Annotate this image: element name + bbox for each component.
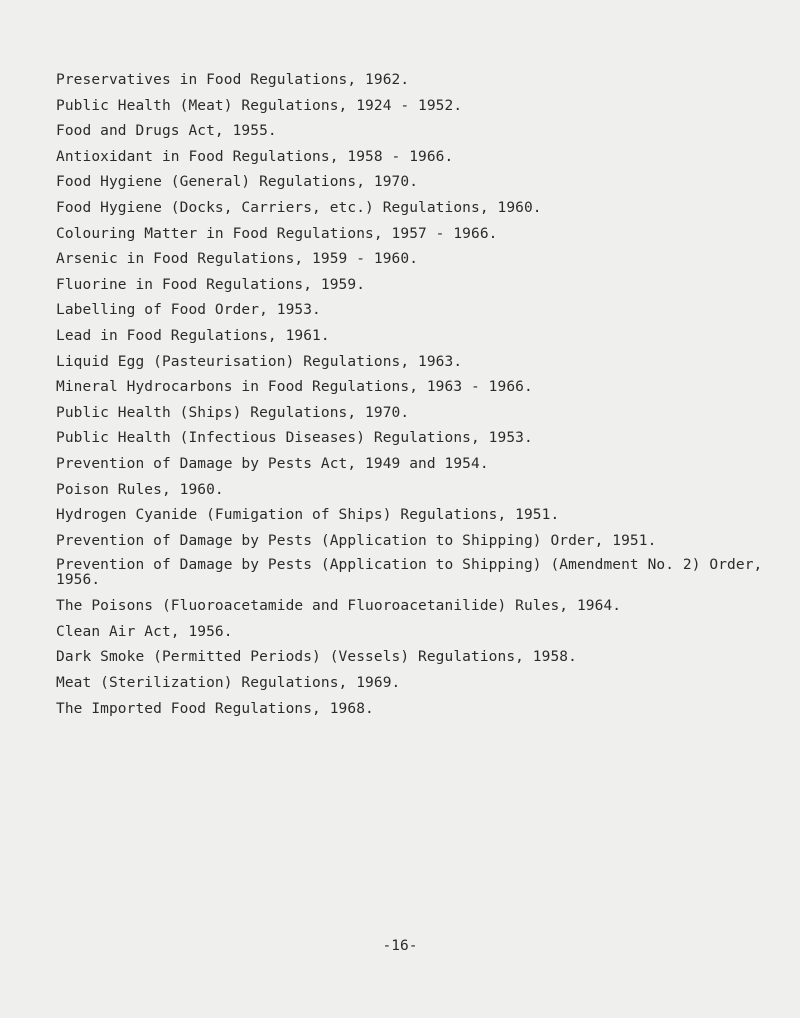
list-item: Liquid Egg (Pasteurisation) Regulations, 1963. bbox=[56, 353, 463, 370]
list-item: Fluorine in Food Regulations, 1959. bbox=[56, 276, 366, 293]
list-item: Hydrogen Cyanide (Fumigation of Ships) Regulations, 1951. bbox=[56, 507, 560, 524]
list-item: Prevention of Damage by Pests (Application to Shipping) (Amendment No. 2) Order, 1956. bbox=[56, 557, 763, 589]
list-item: Dark Smoke (Permitted Periods) (Vessels) Regulations, 1958. bbox=[56, 649, 577, 666]
list-item: Public Health (Infectious Diseases) Regulations, 1953. bbox=[56, 430, 533, 447]
list-item: Antioxidant in Food Regulations, 1958 - 1966. bbox=[56, 148, 454, 165]
page-number: -16- bbox=[382, 938, 418, 954]
list-item: Lead in Food Regulations, 1961. bbox=[56, 327, 330, 344]
list-item: Public Health (Ships) Regulations, 1970. bbox=[56, 404, 410, 421]
list-item: Food Hygiene (General) Regulations, 1970. bbox=[56, 174, 419, 191]
list-item: Colouring Matter in Food Regulations, 1957 - 1966. bbox=[56, 225, 498, 242]
list-item: Mineral Hydrocarbons in Food Regulations, 1963 - 1966. bbox=[56, 379, 533, 396]
list-item: Labelling of Food Order, 1953. bbox=[56, 302, 321, 319]
list-item: Prevention of Damage by Pests Act, 1949 and 1954. bbox=[56, 455, 489, 472]
list-item: Prevention of Damage by Pests (Application to Shipping) Order, 1951. bbox=[56, 532, 657, 549]
list-item: Clean Air Act, 1956. bbox=[56, 623, 233, 640]
list-item: Public Health (Meat) Regulations, 1924 - 1952. bbox=[56, 97, 463, 114]
regulations-list bbox=[56, 68, 796, 722]
list-item: Meat (Sterilization) Regulations, 1969. bbox=[56, 675, 401, 692]
list-item: Food and Drugs Act, 1955. bbox=[56, 123, 277, 140]
list-item: The Imported Food Regulations, 1968. bbox=[56, 700, 374, 717]
list-item: The Poisons (Fluoroacetamide and Fluoroacetanilide) Rules, 1964. bbox=[56, 598, 622, 615]
list-item: Food Hygiene (Docks, Carriers, etc.) Regulations, 1960. bbox=[56, 199, 542, 216]
list-item: Preservatives in Food Regulations, 1962. bbox=[56, 72, 410, 88]
list-item: Arsenic in Food Regulations, 1959 - 1960. bbox=[56, 251, 419, 268]
list-item: Poison Rules, 1960. bbox=[56, 481, 224, 498]
